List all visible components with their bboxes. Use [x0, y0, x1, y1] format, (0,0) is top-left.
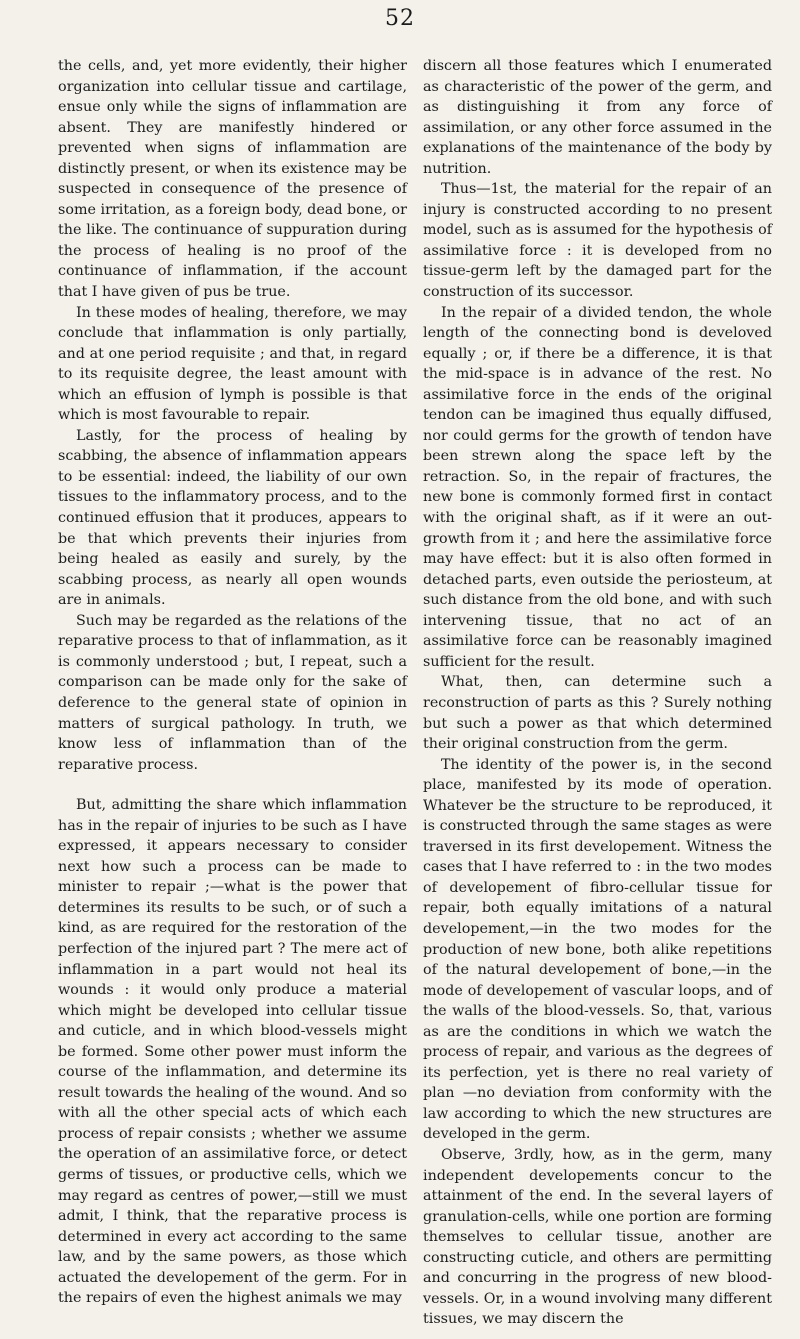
right-paragraph-4: What, then, can determine such a reconstruction of parts as this ? Surely nothing but such a power as that which determined their original construction from the germ. [423, 674, 772, 753]
right-paragraph-6: Observe, 3rdly, how, as in the germ, many independent developements concur to the attainment of the end. In the several layers of granulation-cells, while one portion are forming themselves to cellular tissue, another are constructing cuticle, and others are permitting and concurring in the progress of new blood-vessels. Or, in a wound involving many different tissues, we may discern the [423, 1146, 772, 1328]
right-paragraph-3: In the repair of a divided tendon, the whole length of the connecting bond is develoved equally ; or, if there be a difference, it is that the mid-space is in advance of the rest. No assimilative force in the ends of the original tendon can be imagined thus equally diffused, nor could germs for the growth of tendon have been strewn along the space left by the retraction. So, in the repair of fractures, the new bone is commonly formed first in contact with the original shaft, as if it were an out-growth from it ; and here the assimilative force may have effect: but it is also often formed in detached parts, even outside the periosteum, at such distance from the old bone, and with such intervening tissue, that no act of an assimilative force can be reasonably imagined sufficient for the result. [423, 304, 772, 670]
right-paragraph-5: The identity of the power is, in the second place, manifested by its mode of operation. Whatever be the structure to be reproduced, it is constructed through the same stages as were traversed in its first developement. Witness the cases that I have referred to : in the two modes of developement of fibro-cellular tissue for repair, both equally imitations of a natural developement,—in the two modes for the production of new bone, both alike repetitions of the natural developement of bone,—in the mode of developement of vascular loops, and of the walls of the blood-vessels. So, that, various as are the conditions in which we watch the process of repair, and various as the degrees of its perfection, yet is there no real variety of plan —no deviation from conformity with the law according to which the new structures are developed in the germ. [423, 756, 772, 1143]
left-column [58, 56, 407, 1309]
left-paragraph-4: Such may be regarded as the relations of the reparative process to that of inflammation, as it is commonly understood ; but, I repeat, such a comparison can be made only for the sake of deference to the general state of opinion in matters of surgical pathology. In truth, we know less of inflammation than of the reparative process. [58, 612, 407, 773]
right-paragraph-2: Thus—1st, the material for the repair of an injury is constructed according to no present model, such as is assumed for the hypothesis of assimilative force : it is developed from no tissue-germ left by the damaged part for the construction of its successor. [423, 181, 772, 301]
page-number: 52 [385, 6, 415, 31]
right-paragraph-1: discern all those features which I enumerated as characteristic of the power of the germ, and as distinguishing it from any force of assimilation, or any other force assumed in the explanations of the maintenance of the body by nutrition. [423, 58, 772, 177]
left-paragraph-1: the cells, and, yet more evidently, their higher organization into cellular tissue and cartilage, ensue only while the signs of inflammation are absent. They are manifestly hindered or prevented when signs of inflammation are distinctly present, or when its existence may be suspected in consequence of the presence of some irritation, as a foreign body, dead bone, or the like. The continuance of suppuration during the process of healing is no proof of the continuance of inflammation, if the account that I have given of pus be true. [58, 58, 407, 301]
right-column [423, 56, 772, 1330]
left-paragraph-3: Lastly, for the process of healing by scabbing, the absence of inflammation appears to be essential: indeed, the liability of our own tissues to the inflammatory process, and to the continued effusion that it produces, appears to be that which prevents their injuries from being healed as easily and surely, by the scabbing process, as nearly all open wounds are in animals. [58, 427, 407, 609]
left-paragraph-5: But, admitting the share which inflammation has in the repair of injuries to be such as I have expressed, it appears necessary to consider next how such a process can be made to minister to repair ;—what is the power that determines its results to be such, or of such a kind, as are required for the restoration of the perfection of the injured part ? The mere act of inflammation in a part would not heal its wounds : it would only produce a material which might be developed into cellular tissue and cuticle, and in which blood-vessels might be formed. Some other power must inform the course of the inflammation, and determine its result towards the healing of the wound. And so with all the other special acts of which each process of repair consists ; whether we assume the operation of an assimilative force, or detect germs of tissues, or productive cells, which we may regard as centres of power,—still we must admit, I think, that the reparative process is determined in every act according to the same law, and by the same powers, as those which actuated the developement of the germ. For in the repairs of even the highest animals we may [58, 797, 407, 1307]
left-paragraph-2: In these modes of healing, therefore, we may conclude that inflammation is only partially, and at one period requisite ; and that, in regard to its requisite degree, the least amount with which an effusion of lymph is possible is that which is most favourable to repair. [58, 304, 407, 424]
